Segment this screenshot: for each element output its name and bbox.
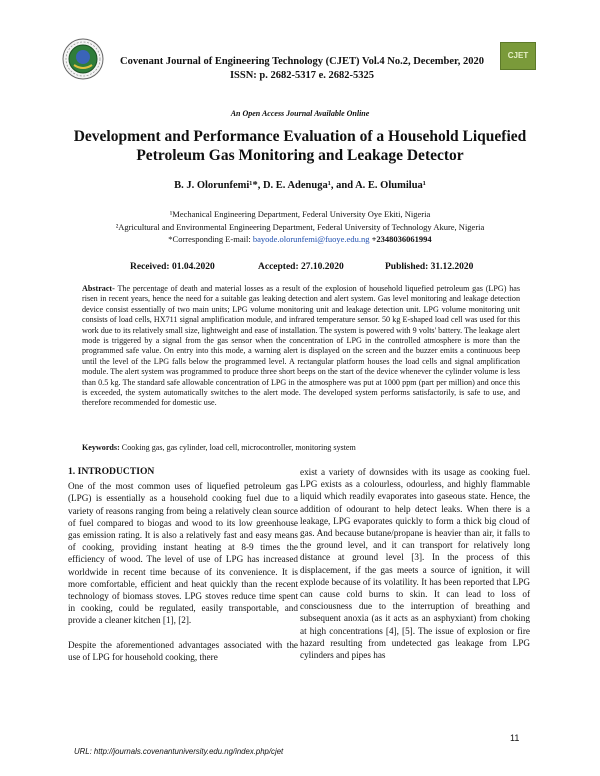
- keywords-text: Cooking gas, gas cylinder, load cell, microcontroller, monitoring system: [119, 443, 356, 452]
- keywords-label: Keywords:: [82, 443, 120, 452]
- corresponding-phone: +2348036061994: [369, 234, 432, 244]
- corresponding-email-link[interactable]: bayode.olorunfemi@fuoye.edu.ng: [252, 234, 370, 244]
- keywords: [82, 443, 520, 452]
- published-date: Published: 31.12.2020: [385, 262, 474, 272]
- intro-paragraph-1: One of the most common uses of liquefied petroleum gas (LPG) is essentially as a household cooking fuel due to a variety of reasons ranging from being a relatively clean source of fuel compared to biogas and wood to its low greenhouse gas emission rating. It is also a relatively fast and easy means of cooking, providing instant heating at 8-9 times the efficiency of wood. The level of use of LPG has increased worldwide in recent time because of its convenience. It is more comfortable, efficient and heat quickly than the recent technology of biomass stoves. LPG stoves reduce time spent in cooking, could be regulated, easily transportable, and provide a cleaner kitchen [1], [2].: [68, 481, 298, 626]
- affiliation-2: ²Agricultural and Environmental Engineering Department, Federal University of Technology Akure, Nigeria: [115, 222, 485, 232]
- university-logo: [62, 38, 104, 80]
- introduction-heading: 1. INTRODUCTION: [68, 466, 155, 477]
- intro-paragraph-2: Despite the aforementioned advantages associated with the use of LPG for household cooking, there: [68, 639, 298, 662]
- abstract-label: Abstract-: [82, 284, 115, 293]
- journal-logo: CJET: [500, 42, 536, 70]
- corresponding-prefix: *Corresponding E-mail:: [168, 234, 253, 244]
- footer-url-link[interactable]: URL: http://journals.covenantuniversity.edu.ng/index.php/cjet: [74, 747, 284, 756]
- paper-title: Development and Performance Evaluation of a Household Liquefied Petroleum Gas Monitoring and Leakage Detector: [73, 128, 527, 164]
- page-number: 11: [510, 733, 520, 743]
- abstract-text: The percentage of death and material losses as a result of the explosion of household liquefied petroleum gas (LPG) has risen in recent years, hence the need for a suitable gas leaking detection and alert system. Gas level monitoring and leakage detection device consist essentially of two main units; LPG volume monitoring unit and leakage detection unit. LPG volume monitoring unit consists of load cells, HX711 signal amplification module, and infrared temperature sensor. 50 kg E-shaped load cell was used for this work due to its relatively small size, lightweight and ease of installation. The system is powered with 9 volts' battery. The leakage alert mode is triggered by a signal from the gas sensor when the concentration of LPG in the controlled atmosphere is more than the programmed safe value. On entry into this mode, a warning alert is displayed on the screen and the buzzer emits a continuous beep until the level of the LPG falls below the programmed level. A rectangular platform houses the load cells and signal amplification module. The alert system was programmed to produce three short beeps on the start of the device whenever the cylinder volume is less than 0.5 kg. The standard safe allowable concentration of LPG in the atmosphere was put at 1000 ppm (part per million) and once this is exceeded, the system automatically switches to the alert mode. The developed system performs satisfactorily, is safe to use, and therefore recommended for domestic use.: [82, 284, 520, 408]
- abstract: [82, 284, 520, 409]
- journal-title: Covenant Journal of Engineering Technology (CJET) Vol.4 No.2, December, 2020: [120, 56, 484, 67]
- right-paragraph-1: exist a variety of downsides with its usage as cooking fuel. LPG exists as a colourless, odourless, and highly flammable liquid which readily evaporates into gaseous state. Hence, the addition of odourant to help detect leaks. When there is a leakage, LPG evaporates quickly to form a thick big cloud of gas. And because butane/propane is heavier than air, it falls to the ground level, and it can transport for relatively long distance at ground level [3]. In the process of this displacement, if the gas meets a source of ignition, it will explode because of its volatility. It has been reported that LPG can cause cold burns to skin. It can lead to loss of consciousness due to the interruption of breathing and subsequent anoxia (as it acts as an asphyxiant) from choking at high concentrations [4], [5]. The issue of explosion or fire hazard resulting from undetected gas leakage from LPG cylinders and pipes has: [300, 467, 530, 661]
- issn-line: ISSN: p. 2682-5317 e. 2682-5325: [229, 70, 375, 81]
- open-access-note: An Open Access Journal Available Online: [230, 109, 370, 118]
- right-column: [300, 466, 530, 673]
- received-date: Received: 01.04.2020: [130, 262, 215, 272]
- affiliation-1: ¹Mechanical Engineering Department, Federal University Oye Ekiti, Nigeria: [169, 209, 431, 219]
- left-column: [68, 466, 298, 675]
- corresponding-author: [40, 234, 560, 244]
- accepted-date: Accepted: 27.10.2020: [258, 262, 344, 272]
- authors: B. J. Olorunfemi¹*, D. E. Adenuga¹, and A. E. Olumilua¹: [174, 180, 426, 191]
